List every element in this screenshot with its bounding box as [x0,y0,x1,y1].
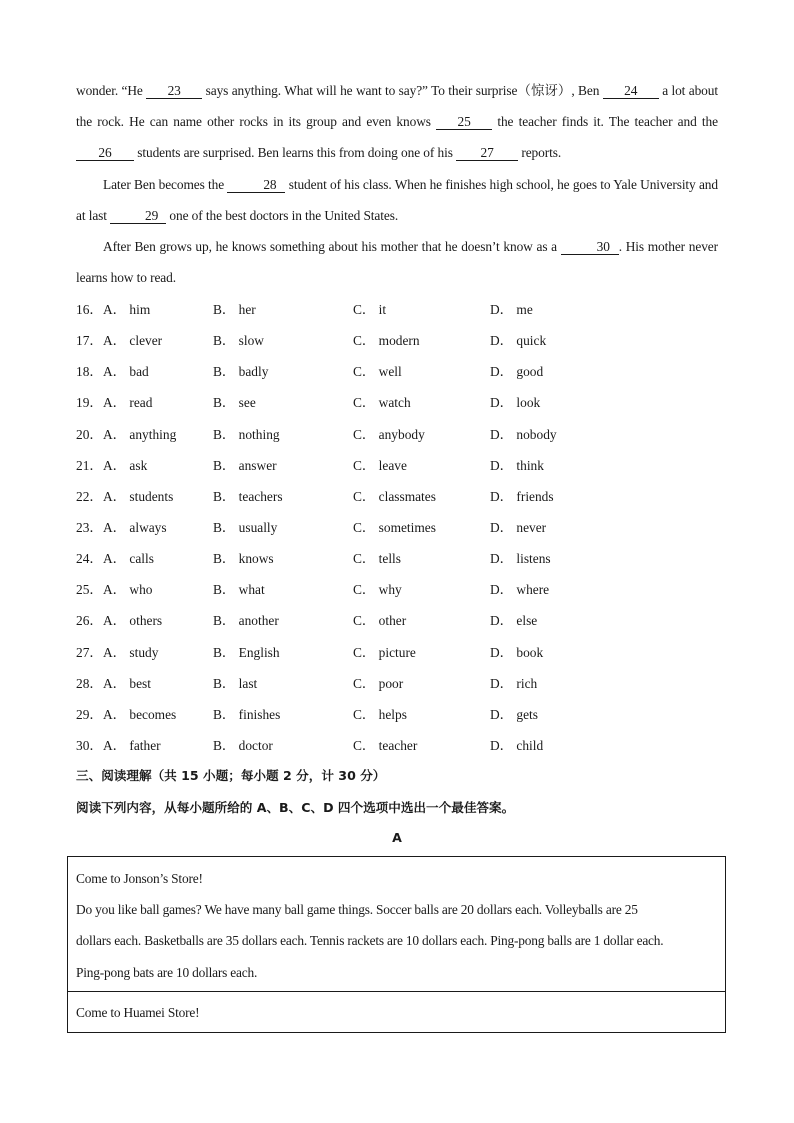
option-d[interactable]: D． listens [490,551,551,567]
question-row-16 [76,294,716,325]
option-d[interactable]: D． friends [490,488,554,504]
option-c[interactable]: C． tells [353,551,401,567]
question-number: 28． [76,675,103,691]
option-d[interactable]: D． me [490,302,533,317]
option-a[interactable]: A． anything [103,426,177,442]
question-row-18 [76,356,716,387]
text-run: one of the best doctors in the United States. [166,208,399,224]
option-c[interactable]: C． it [353,302,387,317]
option-b[interactable]: B． badly [213,364,269,380]
question-number: 25． [76,582,103,598]
option-d[interactable]: D． rich [490,675,538,691]
text-run: a lot about the rock. He can name other rocks in its group and even knows [76,83,718,130]
ad-line: Come to Huamei Store! [76,1005,200,1020]
option-c[interactable]: C． well [353,364,402,380]
text-run: says anything. What will he want to say?” To their surprise（惊讶）, Ben [202,83,603,98]
passage-paragraph-1 [76,75,718,169]
option-a[interactable]: A． bad [103,364,149,380]
option-a[interactable]: A． him [103,302,151,317]
question-row-24 [76,543,716,574]
option-d[interactable]: D． book [490,644,544,660]
option-b[interactable]: B． answer [213,457,277,473]
text-run: Later Ben becomes the [103,177,228,192]
option-c[interactable]: C． teacher [353,737,418,753]
option-b[interactable]: B． finishes [213,706,281,722]
question-row-25 [76,574,716,605]
option-b[interactable]: B． knows [213,551,274,567]
option-a[interactable]: A． always [103,519,167,535]
question-row-23 [76,512,716,543]
option-a[interactable]: A． ask [103,457,148,473]
option-a[interactable]: A． others [103,613,163,629]
ad-line: Ping-pong bats are 10 dollars each. [76,964,258,980]
text-run: student of his class. When he finishes high school, he goes to Yale University and at last [76,177,718,224]
option-c[interactable]: C． sometimes [353,519,436,535]
option-c[interactable]: C． other [353,613,407,629]
option-b[interactable]: B． usually [213,519,278,535]
question-number: 19． [76,395,103,411]
option-d[interactable]: D． nobody [490,426,557,442]
question-number: 29． [76,706,103,722]
answer-options-list [76,294,716,761]
question-row-29 [76,699,716,730]
option-a[interactable]: A． who [103,582,153,598]
option-d[interactable]: D． think [490,457,544,473]
blank-30: 30 [561,240,619,255]
option-d[interactable]: D． good [490,364,544,380]
option-d[interactable]: D． quick [490,333,547,349]
option-b[interactable]: B． another [213,613,279,629]
question-number: 22． [76,488,103,504]
question-row-30 [76,730,716,761]
blank-28: 28 [227,178,285,193]
passage-paragraph-2 [76,169,718,231]
option-b[interactable]: B． what [213,582,265,598]
text-run: After Ben grows up, he knows something about his mother that he doesn’t know as a [103,239,561,254]
option-c[interactable]: C． watch [353,395,411,411]
question-number: 21． [76,457,103,473]
option-a[interactable]: A． becomes [103,706,177,722]
question-row-27 [76,637,716,668]
blank-27: 27 [456,146,518,161]
option-a[interactable]: A． study [103,644,159,660]
question-number: 24． [76,551,103,567]
option-b[interactable]: B． nothing [213,426,280,442]
passage-paragraph-3 [76,231,718,293]
ad-line: dollars each. Basketballs are 35 dollars each. Tennis rackets are 10 dollars each. Ping-pong balls are 1 dollar each. [76,933,664,949]
option-d[interactable]: D． where [490,582,550,598]
option-b[interactable]: B． English [213,644,280,660]
option-c[interactable]: C． helps [353,706,407,722]
option-a[interactable]: A． father [103,737,161,753]
question-number: 23． [76,519,103,535]
question-number: 30． [76,737,103,753]
blank-25: 25 [436,115,492,130]
question-row-26 [76,605,716,636]
option-b[interactable]: B． see [213,395,256,411]
option-a[interactable]: A． calls [103,551,154,567]
option-d[interactable]: D． look [490,395,541,411]
option-c[interactable]: C． leave [353,457,407,473]
option-c[interactable]: C． modern [353,333,420,349]
option-b[interactable]: B． last [213,675,258,691]
store-ad-huamei [68,992,725,1032]
option-b[interactable]: B． her [213,302,256,317]
store-ad-table [67,856,726,1033]
question-row-20 [76,419,716,450]
option-a[interactable]: A． clever [103,333,163,349]
question-number: 27． [76,644,103,660]
option-a[interactable]: A． read [103,395,153,411]
question-number: 20． [76,426,103,442]
option-b[interactable]: B． doctor [213,737,273,753]
option-a[interactable]: A． best [103,675,151,691]
option-d[interactable]: D． else [490,613,538,629]
question-number: 18． [76,364,103,380]
question-row-17 [76,325,716,356]
question-number: 16． [76,302,103,317]
question-number: 17． [76,333,103,349]
question-row-22 [76,481,716,512]
question-row-21 [76,450,716,481]
question-row-19 [76,387,716,418]
ad-line: Do you like ball games? We have many ball game things. Soccer balls are 20 dollars each. Volleyballs are 25 [76,902,638,918]
option-d[interactable]: D． gets [490,706,538,722]
option-c[interactable]: C． classmates [353,488,436,504]
option-c[interactable]: C． poor [353,675,404,691]
option-a[interactable]: A． students [103,488,174,504]
ad-line: Come to Jonson’s Store! [76,871,203,886]
option-c[interactable]: C． anybody [353,426,425,442]
question-number: 26． [76,613,103,629]
text-run: students are surprised. Ben learns this from doing one of his [134,145,457,161]
option-d[interactable]: D． never [490,519,547,535]
option-c[interactable]: C． picture [353,644,416,660]
option-b[interactable]: B． slow [213,333,264,349]
option-d[interactable]: D． child [490,737,544,753]
text-run: reports. [518,145,562,161]
section-title: 三、阅读理解（共 15 小题；每小题 2 分，计 30 分） [76,768,386,783]
option-c[interactable]: C． why [353,582,402,598]
passage-label: A [392,830,402,845]
text-run: the teacher finds it. The teacher and the [492,114,718,130]
blank-26: 26 [76,146,134,161]
option-b[interactable]: B． teachers [213,488,283,504]
text-run: wonder. “He [76,83,147,98]
blank-29: 29 [110,209,166,224]
text-run: . His mother never learns how to read. [76,239,719,286]
store-ad-jonson [68,857,725,992]
blank-23: 23 [146,84,202,99]
section-instruction: 阅读下列内容，从每小题所给的 A、B、C、D 四个选项中选出一个最佳答案。 [76,800,515,815]
question-row-28 [76,668,716,699]
blank-24: 24 [603,84,659,99]
